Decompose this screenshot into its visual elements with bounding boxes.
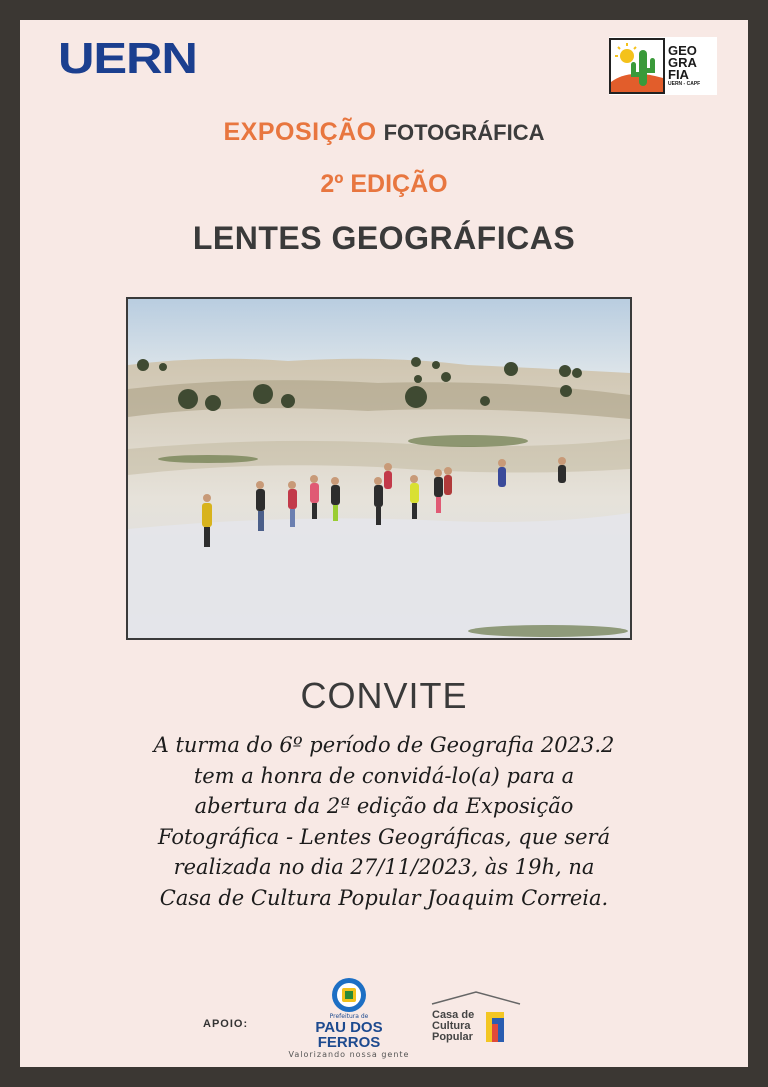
invitation-line: realizada no dia 27/11/2023, às 19h, na <box>173 855 595 879</box>
edition-title: 2º EDIÇÃO <box>320 170 448 198</box>
casa-de-cultura-text: Casa de Cultura Popular <box>432 1009 475 1043</box>
uern-logo: UERN <box>58 34 197 83</box>
invitation-heading: CONVITE <box>300 675 468 716</box>
invitation-line: abertura da 2ª edição da Exposição <box>194 794 574 818</box>
title-accent: EXPOSIÇÃO <box>223 118 377 146</box>
title-rest: FOTOGRÁFICA <box>383 120 545 145</box>
exhibition-title <box>20 118 748 147</box>
pau-dos-ferros-logo: Prefeitura de PAU DOS FERROS Valorizando nossa gente <box>286 977 412 1049</box>
city-seal-icon <box>331 977 367 1013</box>
geografia-logo-text: GEO GRA FIA UERN - CAPF <box>668 43 701 87</box>
geografia-logo <box>609 37 717 95</box>
event-name: LENTES GEOGRÁFICAS <box>192 220 576 256</box>
dunes-photo <box>126 297 632 640</box>
poster <box>20 20 748 1067</box>
casa-de-cultura-logo <box>430 990 522 1050</box>
invitation-line: Casa de Cultura Popular Joaquim Correia. <box>159 885 609 910</box>
invitation-line: A turma do 6º período de Geografia 2023.2 <box>153 733 615 757</box>
invitation-line: Fotográfica - Lentes Geográficas, que será <box>157 824 611 849</box>
apoio-label: APOIO: <box>203 1018 249 1030</box>
invitation-body <box>120 730 648 913</box>
cactus-sun-icon <box>609 38 665 94</box>
invitation-line: tem a honra de convidá-lo(a) para a <box>193 763 575 788</box>
